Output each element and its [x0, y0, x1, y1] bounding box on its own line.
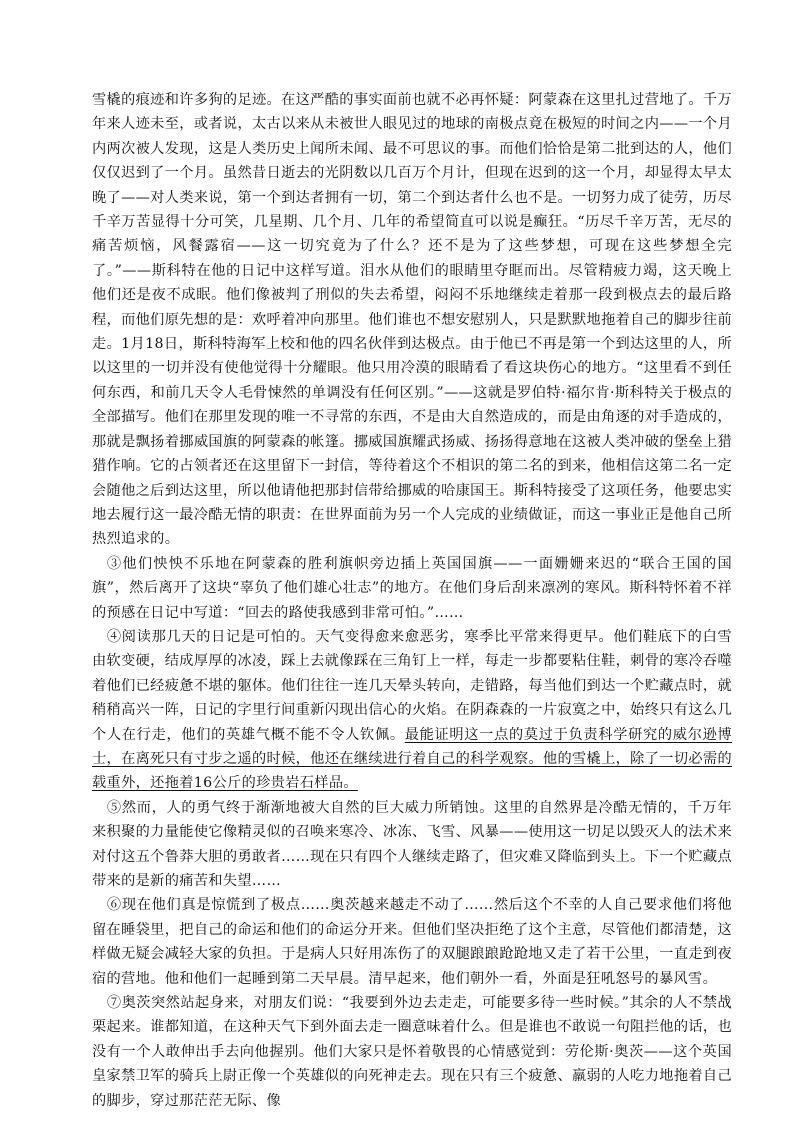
paragraph-continuation: 雪橇的痕迹和许多狗的足迹。在这严酷的事实面前也就不必再怀疑：阿蒙森在这里扎过营地了。千万年来人迹未至，或者说，太古以来从未被世人眼见过的地球的南极点竟在极短的时间之内——一个月内两次被人发现，这是人类历史上闻所未闻、最不可思议的事。而他们恰恰是第二批到达的人，他们仅仅迟到了一个月。虽然昔日逝去的光阴数以几百万个月计，但现在迟到的这一个月，却显得太早太晚了——对人类来说，第一个到达者拥有一切，第二个到达者什么也不是。一切努力成了徒劳，历尽千辛万苦显得十分可笑，几星期、几个月、几年的希望简直可以说是癫狂。“历尽千辛万苦，无尽的痛苦烦恼，风餐露宿——这一切究竟为了什么？还不是为了这些梦想，可现在这些梦想全完了。”——斯科特在他的日记中这样写道。泪水从他们的眼睛里夺眶而出。尽管精疲力竭，这天晚上他们还是夜不成眠。他们像被判了刑似的失去希望，闷闷不乐地继续走着那一段到极点去的最后路程，而他们原先想的是：欢呼着冲向那里。他们谁也不想安慰别人，只是默默地拖着自己的脚步往前走。1月18日，斯科特海军上校和他的四名伙伴到达极点。由于他已不再是第一个到达这里的人，所以这里的一切并没有使他觉得十分耀眼。他只用冷漠的眼睛看了看这块伤心的地方。“这里看不到任何东西，和前几天令人毛骨悚然的单调没有任何区别。”——这就是罗伯特·福尔肯·斯科特关于极点的全部描写。他们在那里发现的唯一不寻常的东西，不是由大自然造成的，而是由角逐的对手造成的，那就是飘扬着挪威国旗的阿蒙森的帐篷。挪威国旗耀武扬威、扬扬得意地在这被人类冲破的堡垒上猎猎作响。它的占领者还在这里留下一封信，等待着这个不相识的第二名的到来，他相信这第二名一定会随他之后到达这里，所以他请他把那封信带给挪威的哈康国王。斯科特接受了这项任务，他要忠实地去履行这一最冷酷无情的职责：在世界面前为另一个人完成的业绩做证，而这一事业正是他自己所热烈追求的。 [92, 92, 732, 548]
paragraph-4 [92, 625, 732, 796]
paragraph-4-text: ④阅读那几天的日记是可怕的。天气变得愈来愈恶劣，寒季比平常来得更早。他们鞋底下的白雪由软变硬，结成厚厚的冰凌，踩上去就像踩在三角钉上一样，每走一步都要粘住鞋，刺骨的寒冷吞噬着他们已经疲惫不堪的躯体。他们往往一连几天晕头转向，走错路，每当他们到达一个贮藏点时，就稍稍高兴一阵，日记的字里行间重新闪现出信心的火焰。在阴森森的一片寂寞之中，始终只有这么几个人在行走，他们的英雄气概不能不令人钦佩。 [92, 628, 732, 743]
paragraph-5: ⑤然而，人的勇气终于渐渐地被大自然的巨大威力所销蚀。这里的自然界是冷酷无情的，千万年来积聚的力量能使它像精灵似的召唤来寒冷、冰冻、飞雪、风暴——使用这一切足以毁灭人的法术来对付这五个鲁莽大胆的勇敢者……现在只有四个人继续走路了，但灾难又降临到头上。下一个贮藏点带来的是新的痛苦和失望…… [92, 799, 732, 889]
paragraph-6: ⑥现在他们真是惊慌到了极点……奥茨越来越走不动了……然后这个不幸的人自己要求他们将他留在睡袋里，把自己的命运和他们的命运分开来。但他们坚决拒绝了这个主意，尽管他们都清楚，这样做无疑会减轻大家的负担。于是病人只好用冻伤了的双腿踉踉跄跄地又走了若干公里，一直走到夜宿的营地。他和他们一起睡到第二天早晨。清早起来，他们朝外一看，外面是狂吼怒号的暴风雪。 [92, 897, 732, 987]
paragraph-7: ⑦奥茨突然站起身来，对朋友们说：“我要到外边去走走，可能要多待一些时候。”其余的人不禁战栗起来。谁都知道，在这种天气下到外面去走一圈意味着什么。但是谁也不敢说一句阻拦他的话，也没有一个人敢伸出手去向他握别。他们大家只是怀着敬畏的心情感觉到：劳伦斯·奥茨——这个英国皇家禁卫军的骑兵上尉正像一个英雄似的向死神走去。现在只有三个疲惫、羸弱的人吃力地拖着自己的脚步，穿过那茫茫无际、像 [92, 995, 732, 1109]
article-body [92, 88, 732, 1113]
paragraph-3: ③他们怏怏不乐地在阿蒙森的胜利旗帜旁边插上英国国旗——一面姗姗来迟的“联合王国的国旗”，然后离开了这块“辜负了他们雄心壮志”的地方。在他们身后刮来凛冽的寒风。斯科特怀着不祥的预感在日记中写道：“回去的路使我感到非常可怕。”…… [92, 555, 732, 621]
paragraph-4-underlined-text: 最能证明这一点的莫过于负责科学研究的威尔逊博士，在离死只有寸步之遥的时候，他还在继续进行着自己的科学观察。他的雪橇上，除了一切必需的载重外，还拖着16公斤的珍贵岩石样品。 [92, 726, 732, 792]
